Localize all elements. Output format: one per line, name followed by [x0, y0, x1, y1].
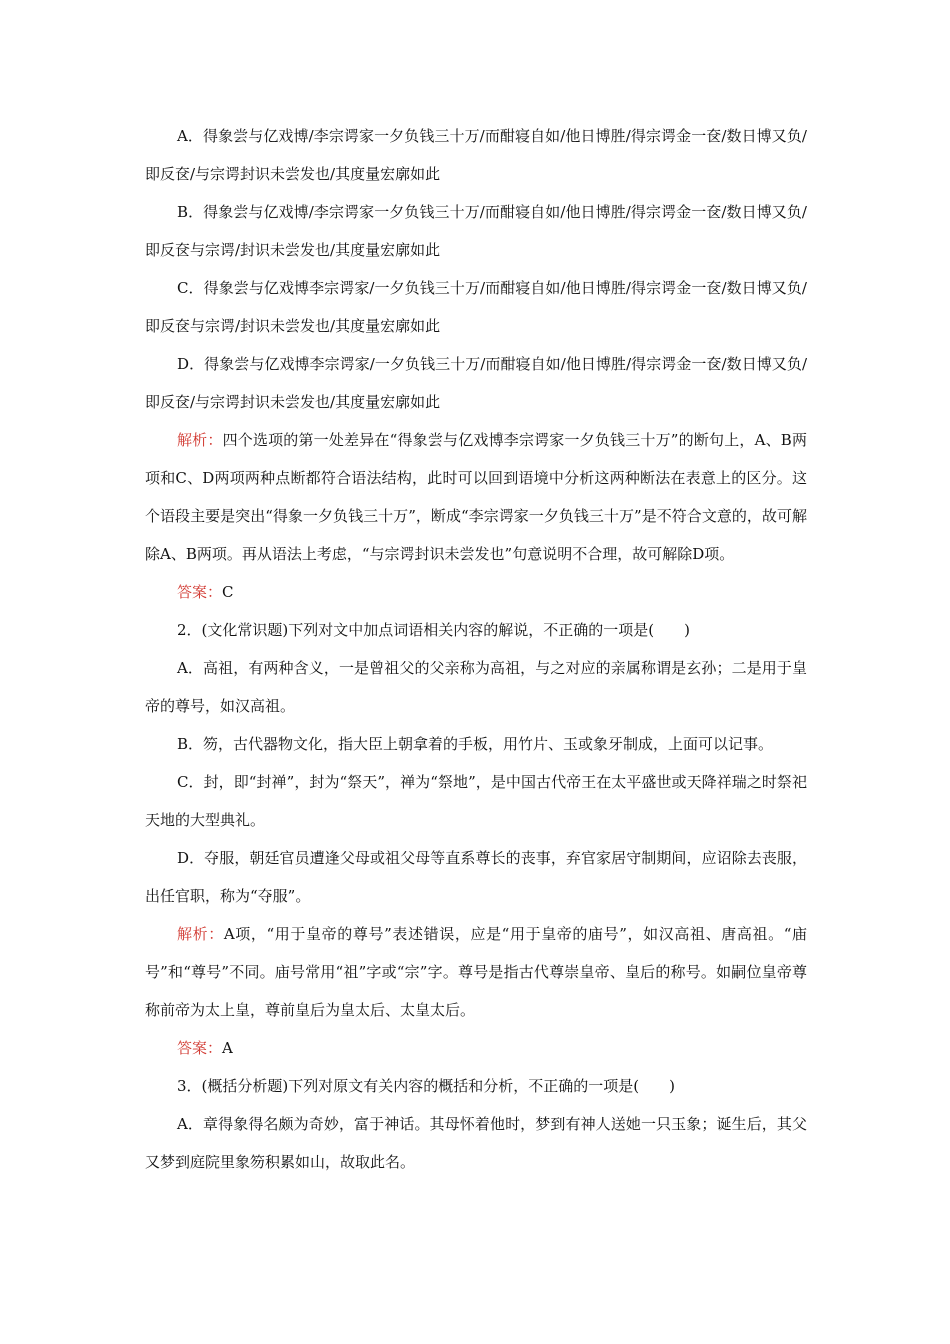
q3-question: 3．(概括分析题)下列对原文有关内容的概括和分析，不正确的一项是( ): [177, 1077, 675, 1095]
analysis-label: 解析：: [177, 925, 224, 943]
q1-option-d: D．得象尝与亿戏博李宗谔家/一夕负钱三十万/而酣寝自如/他日博胜/得宗谔金一奁/数日博又负/即反奁/与宗谔封识未尝发也/其度量宏廓如此: [145, 355, 807, 411]
analysis-label: 解析：: [177, 431, 223, 449]
q2-question: 2．(文化常识题)下列对文中加点词语相关内容的解说，不正确的一项是( ): [177, 621, 690, 639]
analysis-text: 四个选项的第一处差异在“得象尝与亿戏博李宗谔家一夕负钱三十万”的断句上，A、B两项和C、D两项两种点断都符合语法结构，此时可以回到语境中分析这两种断法在表意上的区分。这个语段主要是突出“得象一夕负钱三十万”，断成“李宗谔家一夕负钱三十万”是不符合文意的，故可解除A、B两项。再从语法上考虑，“与宗谔封识未尝发也”句意说明不合理，故可解除D项。: [145, 431, 807, 563]
q2-option-d: D．夺服，朝廷官员遭逢父母或祖父母等直系尊长的丧事，弃官家居守制期间，应诏除去丧服，出任官职，称为“夺服”。: [145, 849, 807, 905]
q1-analysis: [145, 421, 807, 573]
q2-analysis: [145, 915, 807, 1029]
q2-answer: [145, 1029, 807, 1067]
answer-label: 答案：: [177, 1039, 223, 1057]
q1-option-b: B．得象尝与亿戏博/李宗谔家一夕负钱三十万/而酣寝自如/他日博胜/得宗谔金一奁/数日博又负/即反奁与宗谔/封识未尝发也/其度量宏廓如此: [145, 203, 807, 259]
q1-answer: [145, 573, 807, 611]
q3-option-a: A．章得象得名颇为奇妙，富于神话。其母怀着他时，梦到有神人送她一只玉象；诞生后，其父又梦到庭院里象笏积累如山，故取此名。: [145, 1115, 807, 1171]
q1-option-c: C．得象尝与亿戏博李宗谔家/一夕负钱三十万/而酣寝自如/他日博胜/得宗谔金一奁/数日博又负/即反奁与宗谔/封识未尝发也/其度量宏廓如此: [145, 279, 807, 335]
q1-option-a: A．得象尝与亿戏博/李宗谔家一夕负钱三十万/而酣寝自如/他日博胜/得宗谔金一奁/数日博又负/即反奁/与宗谔封识未尝发也/其度量宏廓如此: [145, 127, 807, 183]
analysis-text: A项，“用于皇帝的尊号”表述错误，应是“用于皇帝的庙号”，如汉高祖、唐高祖。“庙号”和“尊号”不同。庙号常用“祖”字或“宗”字。尊号是指古代尊崇皇帝、皇后的称号。如嗣位皇帝尊称前帝为太上皇，尊前皇后为皇太后、太皇太后。: [145, 925, 807, 1019]
document-body: [145, 117, 807, 1181]
q2-option-b: B．笏，古代器物文化，指大臣上朝拿着的手板，用竹片、玉或象牙制成，上面可以记事。: [177, 735, 774, 753]
answer-label: 答案：: [177, 583, 223, 601]
q2-option-a: A．高祖，有两种含义，一是曾祖父的父亲称为高祖，与之对应的亲属称谓是玄孙；二是用于皇帝的尊号，如汉高祖。: [145, 659, 807, 715]
answer-value: A: [222, 1039, 233, 1057]
answer-value: C: [222, 583, 234, 601]
q2-option-c: C．封，即“封禅”，封为“祭天”，禅为“祭地”，是中国古代帝王在太平盛世或天降祥瑞之时祭祀天地的大型典礼。: [145, 773, 807, 829]
